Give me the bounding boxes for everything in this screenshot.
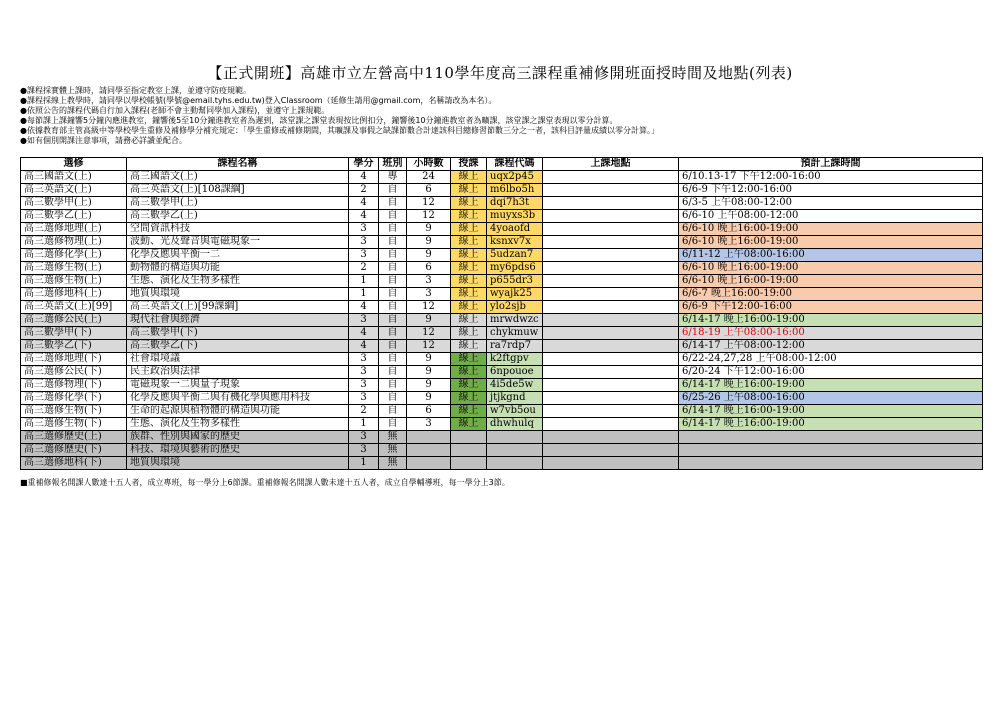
cell-schedule-time: 6/14-17 晚上16:00-19:00 [679, 314, 983, 327]
table-row [21, 262, 983, 275]
cell-hours: 9 [407, 366, 451, 379]
cell-schedule-time: 6/14-17 晚上16:00-19:00 [679, 379, 983, 392]
cell-elective: 高三數學乙(上) [21, 210, 127, 223]
cell-schedule-time [679, 457, 983, 470]
header-class-type: 班別 [379, 158, 407, 171]
cell-hours: 6 [407, 262, 451, 275]
header-location: 上課地點 [543, 158, 679, 171]
cell-class-type: 自 [379, 392, 407, 405]
cell-mode: 線上 [451, 301, 487, 314]
cell-hours: 24 [407, 171, 451, 184]
cell-location [543, 288, 679, 301]
table-row [21, 223, 983, 236]
cell-class-type: 無 [379, 431, 407, 444]
cell-class-type: 專 [379, 171, 407, 184]
cell-mode [451, 457, 487, 470]
table-row [21, 301, 983, 314]
cell-class-type: 自 [379, 223, 407, 236]
cell-elective: 高三英語文(上) [21, 184, 127, 197]
cell-hours [407, 431, 451, 444]
cell-schedule-time: 6/6-10 晚上16:00-19:00 [679, 236, 983, 249]
cell-mode: 線上 [451, 184, 487, 197]
table-row [21, 197, 983, 210]
cell-course-code: 5udzan7 [487, 249, 543, 262]
table-row [21, 418, 983, 431]
cell-schedule-time: 6/14-17 晚上16:00-19:00 [679, 405, 983, 418]
cell-schedule-time: 6/6-10 上午08:00-12:00 [679, 210, 983, 223]
cell-course-code: w7vb5ou [487, 405, 543, 418]
cell-location [543, 366, 679, 379]
cell-course-code: my6pds6 [487, 262, 543, 275]
cell-credit: 3 [349, 444, 379, 457]
cell-credit: 4 [349, 301, 379, 314]
cell-elective: 高三國語文(上) [21, 171, 127, 184]
table-row [21, 171, 983, 184]
cell-course-code: 4i5de5w [487, 379, 543, 392]
cell-course-code: chykmuw [487, 327, 543, 340]
table-row [21, 184, 983, 197]
cell-hours: 3 [407, 418, 451, 431]
cell-class-type: 自 [379, 249, 407, 262]
cell-hours: 9 [407, 392, 451, 405]
cell-credit: 4 [349, 171, 379, 184]
note-item: ●依據教育部主管高級中等學校學生重修及補修學分補充規定：「學生重修或補修期間，其曠課及事假之缺課節數合計達該科目總修習節數三分之一者，該科目評量成績以零分計算。」 [20, 125, 659, 135]
cell-mode: 線上 [451, 392, 487, 405]
cell-elective: 高三選修公民(下) [21, 366, 127, 379]
cell-elective: 高三數學乙(下) [21, 340, 127, 353]
cell-credit: 1 [349, 275, 379, 288]
table-row [21, 431, 983, 444]
cell-course-code [487, 457, 543, 470]
cell-elective: 高三選修化學(上) [21, 249, 127, 262]
cell-course-name: 高三數學乙(下) [127, 340, 349, 353]
cell-course-code: uqx2p45 [487, 171, 543, 184]
cell-location [543, 236, 679, 249]
cell-class-type: 自 [379, 418, 407, 431]
cell-class-type: 自 [379, 210, 407, 223]
cell-course-code: muyxs3b [487, 210, 543, 223]
table-row [21, 327, 983, 340]
table-row [21, 314, 983, 327]
cell-hours: 9 [407, 223, 451, 236]
cell-class-type: 自 [379, 340, 407, 353]
cell-hours: 3 [407, 275, 451, 288]
cell-credit: 3 [349, 249, 379, 262]
table-row [21, 366, 983, 379]
cell-class-type: 自 [379, 301, 407, 314]
cell-location [543, 275, 679, 288]
cell-credit: 3 [349, 379, 379, 392]
table-row [21, 288, 983, 301]
cell-location [543, 405, 679, 418]
cell-location [543, 392, 679, 405]
cell-course-name: 生態、演化及生物多樣性 [127, 418, 349, 431]
cell-course-name: 民主政治與法律 [127, 366, 349, 379]
cell-hours: 6 [407, 405, 451, 418]
cell-location [543, 379, 679, 392]
cell-course-name: 高三國語文(上) [127, 171, 349, 184]
table-row [21, 236, 983, 249]
cell-schedule-time: 6/11-12 上午08:00-16:00 [679, 249, 983, 262]
cell-schedule-time: 6/22-24,27,28 上午08:00-12:00 [679, 353, 983, 366]
cell-hours: 12 [407, 301, 451, 314]
note-item: ●課程採實體上課時，請同學至指定教室上課，並遵守防疫規範。 [20, 86, 251, 95]
cell-mode: 線上 [451, 340, 487, 353]
cell-hours: 9 [407, 236, 451, 249]
cell-mode [451, 431, 487, 444]
cell-credit: 3 [349, 223, 379, 236]
footnote: ■重補修報名開課人數達十五人者，成立專班，每一學分上6節課。重補修報名開課人數未達十五人者，成立自學輔導班，每一學分上3節。 [20, 478, 510, 487]
cell-elective: 高三選修生物(上) [21, 275, 127, 288]
cell-course-code: p655dr3 [487, 275, 543, 288]
cell-schedule-time: 6/6-10 晚上16:00-19:00 [679, 262, 983, 275]
cell-credit: 3 [349, 392, 379, 405]
note-item: ●如有個別開課注意事項，請務必詳讀並配合。 [20, 135, 187, 145]
cell-course-name: 化學反應與平衡二與有機化學與應用科技 [127, 392, 349, 405]
cell-course-code: m6lbo5h [487, 184, 543, 197]
cell-hours: 12 [407, 210, 451, 223]
cell-mode: 線上 [451, 314, 487, 327]
cell-class-type: 自 [379, 262, 407, 275]
cell-hours: 3 [407, 288, 451, 301]
cell-location [543, 301, 679, 314]
table-row [21, 275, 983, 288]
cell-course-code: dqi7h3t [487, 197, 543, 210]
cell-course-name: 動物體的構造與功能 [127, 262, 349, 275]
cell-credit: 4 [349, 327, 379, 340]
cell-location [543, 327, 679, 340]
cell-mode: 線上 [451, 171, 487, 184]
cell-course-code: jtjkgnd [487, 392, 543, 405]
cell-elective: 高三選修生物(上) [21, 262, 127, 275]
cell-location [543, 249, 679, 262]
cell-elective: 高三選修地科(下) [21, 457, 127, 470]
cell-course-name: 高三英語文(上)[108課綱] [127, 184, 349, 197]
table-body [21, 171, 983, 470]
cell-hours: 12 [407, 197, 451, 210]
cell-course-name: 生態、演化及生物多樣性 [127, 275, 349, 288]
schedule-table [20, 157, 983, 470]
cell-elective: 高三數學甲(下) [21, 327, 127, 340]
cell-course-name: 生命的起源與植物體的構造與功能 [127, 405, 349, 418]
note-item: ●每節課上課鐘響5分鐘內應進教室，鐘響後5至10分鐘進教室者為遲到，該堂課之課堂表現按比例扣分，鐘響後10分鐘進教室者為曠課，該堂課之課堂表現以零分計算。 [20, 115, 618, 125]
cell-location [543, 197, 679, 210]
cell-class-type: 自 [379, 288, 407, 301]
cell-class-type: 自 [379, 314, 407, 327]
cell-class-type: 自 [379, 353, 407, 366]
cell-hours [407, 457, 451, 470]
cell-location [543, 210, 679, 223]
cell-course-name: 電磁現象一二與量子現象 [127, 379, 349, 392]
cell-mode: 線上 [451, 418, 487, 431]
table-row [21, 210, 983, 223]
cell-credit: 1 [349, 418, 379, 431]
cell-location [543, 223, 679, 236]
cell-elective: 高三選修歷史(下) [21, 444, 127, 457]
cell-mode: 線上 [451, 197, 487, 210]
table-row [21, 457, 983, 470]
cell-schedule-time: 6/14-17 晚上16:00-19:00 [679, 418, 983, 431]
cell-location [543, 340, 679, 353]
cell-course-name: 高三英語文(上)[99課綱] [127, 301, 349, 314]
cell-location [543, 457, 679, 470]
cell-location [543, 431, 679, 444]
cell-location [543, 184, 679, 197]
cell-mode [451, 444, 487, 457]
cell-credit: 4 [349, 210, 379, 223]
cell-schedule-time: 6/6-10 晚上16:00-19:00 [679, 275, 983, 288]
cell-credit: 3 [349, 236, 379, 249]
cell-schedule-time: 6/18-19 上午08:00-16:00 [679, 327, 983, 340]
cell-schedule-time [679, 431, 983, 444]
header-elective: 選修 [21, 158, 127, 171]
cell-mode: 線上 [451, 366, 487, 379]
cell-course-name: 高三數學乙(上) [127, 210, 349, 223]
cell-course-code: ksnxv7x [487, 236, 543, 249]
cell-elective: 高三選修生物(下) [21, 418, 127, 431]
cell-course-name: 高三數學甲(上) [127, 197, 349, 210]
cell-credit: 2 [349, 262, 379, 275]
cell-mode: 線上 [451, 210, 487, 223]
cell-class-type: 自 [379, 366, 407, 379]
header-course-name: 課程名稱 [127, 158, 349, 171]
cell-credit: 3 [349, 366, 379, 379]
cell-credit: 3 [349, 314, 379, 327]
cell-credit: 3 [349, 353, 379, 366]
cell-schedule-time: 6/6-9 下午12:00-16:00 [679, 184, 983, 197]
cell-mode: 線上 [451, 249, 487, 262]
cell-class-type: 自 [379, 405, 407, 418]
table-header-row [21, 158, 983, 171]
cell-class-type: 自 [379, 327, 407, 340]
cell-course-name: 波動、光及聲音與電磁現象一 [127, 236, 349, 249]
cell-schedule-time: 6/14-17 上午08:00-12:00 [679, 340, 983, 353]
cell-course-code: ylo2sjb [487, 301, 543, 314]
cell-schedule-time: 6/6-10 晚上16:00-19:00 [679, 223, 983, 236]
table-row [21, 405, 983, 418]
cell-hours: 6 [407, 184, 451, 197]
cell-mode: 線上 [451, 353, 487, 366]
cell-course-name: 族群、性別與國家的歷史 [127, 431, 349, 444]
cell-credit: 2 [349, 405, 379, 418]
cell-course-name: 現代社會與經濟 [127, 314, 349, 327]
cell-hours: 12 [407, 340, 451, 353]
cell-elective: 高三選修歷史(上) [21, 431, 127, 444]
cell-credit: 1 [349, 457, 379, 470]
cell-elective: 高三選修公民(上) [21, 314, 127, 327]
note-item: ●課程採線上教學時，請同學以學校帳號(學號@email.tyhs.edu.tw)登入Classroom（延修生請用@gmail.com，名稱請改為本名）。 [20, 95, 497, 105]
cell-course-name: 社會環境議 [127, 353, 349, 366]
cell-hours: 9 [407, 249, 451, 262]
cell-course-name: 化學反應與平衡一二 [127, 249, 349, 262]
cell-mode: 線上 [451, 236, 487, 249]
cell-course-code: 6npouoe [487, 366, 543, 379]
cell-schedule-time: 6/25-26 上午08:00-16:00 [679, 392, 983, 405]
cell-class-type: 自 [379, 275, 407, 288]
table-row [21, 392, 983, 405]
cell-location [543, 444, 679, 457]
cell-hours: 9 [407, 353, 451, 366]
cell-course-name: 地質與環境 [127, 288, 349, 301]
cell-mode: 線上 [451, 379, 487, 392]
table-row [21, 444, 983, 457]
cell-schedule-time: 6/3-5 上午08:00-12:00 [679, 197, 983, 210]
note-item: ●依照公告的課程代碼自行加入課程(老師不會主動幫同學加入課程)，並遵守上課規範。 [20, 105, 330, 115]
cell-credit: 4 [349, 197, 379, 210]
cell-course-code: ra7rdp7 [487, 340, 543, 353]
header-credit: 學分 [349, 158, 379, 171]
cell-course-code: k2ftgpv [487, 353, 543, 366]
cell-class-type: 無 [379, 457, 407, 470]
cell-elective: 高三選修化學(下) [21, 392, 127, 405]
cell-location [543, 262, 679, 275]
cell-course-code: wyajk25 [487, 288, 543, 301]
cell-schedule-time: 6/10.13-17 下午12:00-16:00 [679, 171, 983, 184]
cell-location [543, 171, 679, 184]
cell-class-type: 無 [379, 444, 407, 457]
cell-location [543, 314, 679, 327]
cell-credit: 1 [349, 288, 379, 301]
cell-schedule-time [679, 444, 983, 457]
cell-schedule-time: 6/20-24 下午12:00-16:00 [679, 366, 983, 379]
cell-course-name: 高三數學甲(下) [127, 327, 349, 340]
cell-schedule-time: 6/6-7 晚上16:00-19:00 [679, 288, 983, 301]
cell-elective: 高三選修生物(下) [21, 405, 127, 418]
cell-elective: 高三選修地理(上) [21, 223, 127, 236]
cell-course-code [487, 444, 543, 457]
header-schedule-time: 預計上課時間 [679, 158, 983, 171]
cell-mode: 線上 [451, 223, 487, 236]
cell-credit: 2 [349, 184, 379, 197]
cell-hours: 12 [407, 327, 451, 340]
table-row [21, 379, 983, 392]
cell-hours: 9 [407, 314, 451, 327]
cell-course-name: 科技、環境與藝術的歷史 [127, 444, 349, 457]
header-mode: 授課 [451, 158, 487, 171]
cell-elective: 高三數學甲(上) [21, 197, 127, 210]
table-row [21, 340, 983, 353]
cell-class-type: 自 [379, 197, 407, 210]
header-course-code: 課程代碼 [487, 158, 543, 171]
cell-mode: 線上 [451, 288, 487, 301]
cell-credit: 3 [349, 431, 379, 444]
cell-schedule-time: 6/6-9 下午12:00-16:00 [679, 301, 983, 314]
cell-class-type: 自 [379, 184, 407, 197]
cell-mode: 線上 [451, 275, 487, 288]
cell-elective: 高三選修地科(上) [21, 288, 127, 301]
cell-elective: 高三選修物理(上) [21, 236, 127, 249]
cell-elective: 高三選修物理(下) [21, 379, 127, 392]
cell-course-name: 地質與環境 [127, 457, 349, 470]
notes-list [20, 86, 980, 145]
header-hours: 小時數 [407, 158, 451, 171]
cell-course-name: 空間資訊科技 [127, 223, 349, 236]
table-row [21, 353, 983, 366]
cell-elective: 高三英語文(上)[99] [21, 301, 127, 314]
table-row [21, 249, 983, 262]
cell-elective: 高三選修地理(下) [21, 353, 127, 366]
cell-credit: 4 [349, 340, 379, 353]
page-title: 【正式開班】高雄市立左營高中110學年度高三課程重補修開班面授時間及地點(列表) [207, 64, 793, 82]
cell-class-type: 自 [379, 236, 407, 249]
cell-hours [407, 444, 451, 457]
cell-course-code [487, 431, 543, 444]
cell-course-code: 4yoaofd [487, 223, 543, 236]
cell-location [543, 353, 679, 366]
cell-course-code: dhwhulq [487, 418, 543, 431]
cell-mode: 線上 [451, 327, 487, 340]
cell-hours: 9 [407, 379, 451, 392]
cell-location [543, 418, 679, 431]
cell-mode: 線上 [451, 405, 487, 418]
cell-course-code: mrwdwzc [487, 314, 543, 327]
cell-class-type: 自 [379, 379, 407, 392]
cell-mode: 線上 [451, 262, 487, 275]
